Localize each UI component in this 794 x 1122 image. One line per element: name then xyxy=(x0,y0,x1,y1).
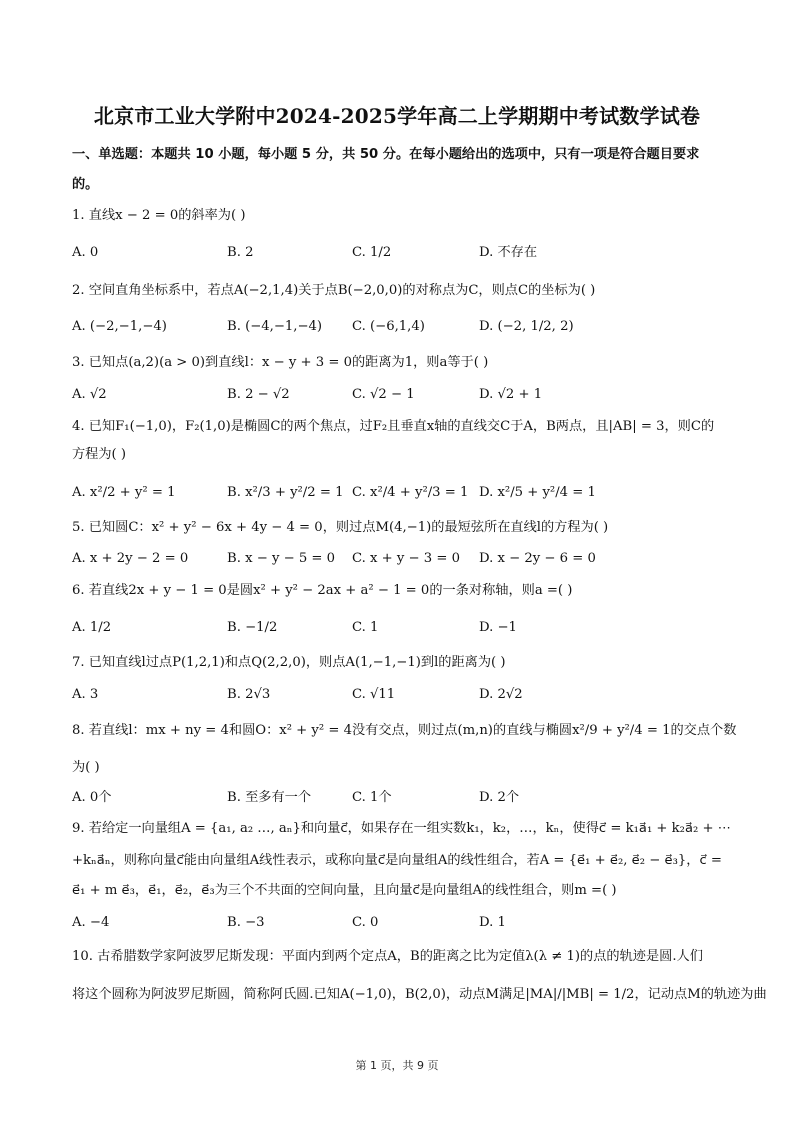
option-b: B. (−4,−1,−4) xyxy=(227,319,323,334)
question-3-options xyxy=(72,384,732,406)
question-6-options xyxy=(72,617,732,639)
option-d: D. −1 xyxy=(479,620,517,635)
question-10-text-line-2: 将这个圆称为阿波罗尼斯圆，简称阿氏圆.已知A(−1,0)，B(2,0)，动点M满足|MA|/|MB| = 1/2，记动点M的轨迹为曲 xyxy=(72,987,767,1002)
page-title: 北京市工业大学附中2024-2025学年高二上学期期中考试数学试卷 xyxy=(93,104,701,128)
option-d: D. x − 2y − 6 = 0 xyxy=(479,551,596,566)
option-c: C. √11 xyxy=(352,687,396,702)
section-heading-line-2: 的。 xyxy=(72,177,99,192)
option-d: D. x²/5 + y²/4 = 1 xyxy=(479,485,596,500)
question-8-text-line-2: 为( ) xyxy=(72,760,100,775)
question-8-options xyxy=(72,787,732,809)
option-d: D. √2 + 1 xyxy=(479,387,543,402)
option-c: C. 1 xyxy=(352,620,379,635)
option-b: B. 2 xyxy=(227,245,254,260)
question-10-text-line-1: 10. 古希腊数学家阿波罗尼斯发现：平面内到两个定点A，B的距离之比为定值λ(λ ≠ 1)的点的轨迹是圆.人们 xyxy=(72,949,703,964)
question-7-text: 7. 已知直线l过点P(1,2,1)和点Q(2,2,0)，则点A(1,−1,−1)到l的距离为( ) xyxy=(72,655,506,670)
option-b: B. x − y − 5 = 0 xyxy=(227,551,336,566)
option-c: C. 1/2 xyxy=(352,245,392,260)
question-4-options xyxy=(72,482,732,504)
question-2-text: 2. 空间直角坐标系中，若点A(−2,1,4)关于点B(−2,0,0)的对称点为C，则点C的坐标为( ) xyxy=(72,283,596,298)
option-d: D. 2√2 xyxy=(479,687,523,702)
question-4-text-line-1: 4. 已知F₁(−1,0)，F₂(1,0)是椭圆C的两个焦点，过F₂且垂直x轴的直线交C于A，B两点，且|AB| = 3，则C的 xyxy=(72,419,715,434)
option-b: B. 至多有一个 xyxy=(227,790,312,805)
option-a: A. x²/2 + y² = 1 xyxy=(72,485,176,500)
option-b: B. 2√3 xyxy=(227,687,271,702)
option-b: B. x²/3 + y²/2 = 1 xyxy=(227,485,344,500)
question-7-options xyxy=(72,684,732,706)
question-5-options xyxy=(72,548,732,570)
option-a: A. 3 xyxy=(72,687,99,702)
question-8-text-line-1: 8. 若直线l：mx + ny = 4和圆O：x² + y² = 4没有交点，则过点(m,n)的直线与椭圆x²/9 + y²/4 = 1的交点个数 xyxy=(72,723,737,738)
option-c: C. x + y − 3 = 0 xyxy=(352,551,460,566)
question-4-text-line-2: 方程为( ) xyxy=(72,447,127,462)
option-a: A. √2 xyxy=(72,387,107,402)
option-a: A. 0个 xyxy=(72,790,112,805)
option-a: A. (−2,−1,−4) xyxy=(72,319,167,334)
page-footer: 第 1 页，共 9 页 xyxy=(355,1059,439,1072)
option-b: B. −3 xyxy=(227,915,265,930)
question-3-text: 3. 已知点(a,2)(a > 0)到直线l：x − y + 3 = 0的距离为1，则a等于( ) xyxy=(72,355,489,370)
option-c: C. x²/4 + y²/3 = 1 xyxy=(352,485,469,500)
section-heading-line-1: 一、单选题：本题共 10 小题，每小题 5 分，共 50 分。在每小题给出的选项中，只有一项是符合题目要求 xyxy=(72,147,700,162)
question-1-options xyxy=(72,242,732,264)
question-9-text-line-1: 9. 若给定一向量组A = {a₁, a₂ …, aₙ}和向量c⃗，如果存在一组实数k₁，k₂，…，kₙ，使得c⃗ = k₁a⃗₁ + k₂a⃗₂ + ⋯ xyxy=(72,821,731,836)
question-9-text-line-2: +kₙa⃗ₙ，则称向量c⃗能由向量组A线性表示，或称向量c⃗是向量组A的线性组合，若A = {e⃗₁ + e⃗₂, e⃗₂ − e⃗₃}，c⃗ = xyxy=(72,853,722,868)
option-a: A. 1/2 xyxy=(72,620,112,635)
question-9-options xyxy=(72,912,732,934)
option-c: C. (−6,1,4) xyxy=(352,319,425,334)
option-a: A. −4 xyxy=(72,915,110,930)
question-5-text: 5. 已知圆C：x² + y² − 6x + 4y − 4 = 0，则过点M(4,−1)的最短弦所在直线l的方程为( ) xyxy=(72,520,609,535)
option-c: C. 0 xyxy=(352,915,379,930)
question-2-options xyxy=(72,316,732,338)
option-d: D. 2个 xyxy=(479,790,520,805)
option-a: A. 0 xyxy=(72,245,99,260)
question-9-text-line-3: e⃗₁ + m e⃗₃，e⃗₁，e⃗₂，e⃗₃为三个不共面的空间向量，且向量c⃗是向量组A的线性组合，则m =( ) xyxy=(72,883,617,898)
option-d: D. 1 xyxy=(479,915,506,930)
option-b: B. 2 − √2 xyxy=(227,387,290,402)
option-a: A. x + 2y − 2 = 0 xyxy=(72,551,189,566)
option-b: B. −1/2 xyxy=(227,620,278,635)
option-d: D. 不存在 xyxy=(479,245,538,260)
option-c: C. 1个 xyxy=(352,790,392,805)
option-d: D. (−2, 1/2, 2) xyxy=(479,319,574,334)
option-c: C. √2 − 1 xyxy=(352,387,415,402)
question-1-text: 1. 直线x − 2 = 0的斜率为( ) xyxy=(72,208,246,223)
question-6-text: 6. 若直线2x + y − 1 = 0是圆x² + y² − 2ax + a² − 1 = 0的一条对称轴，则a =( ) xyxy=(72,583,573,598)
